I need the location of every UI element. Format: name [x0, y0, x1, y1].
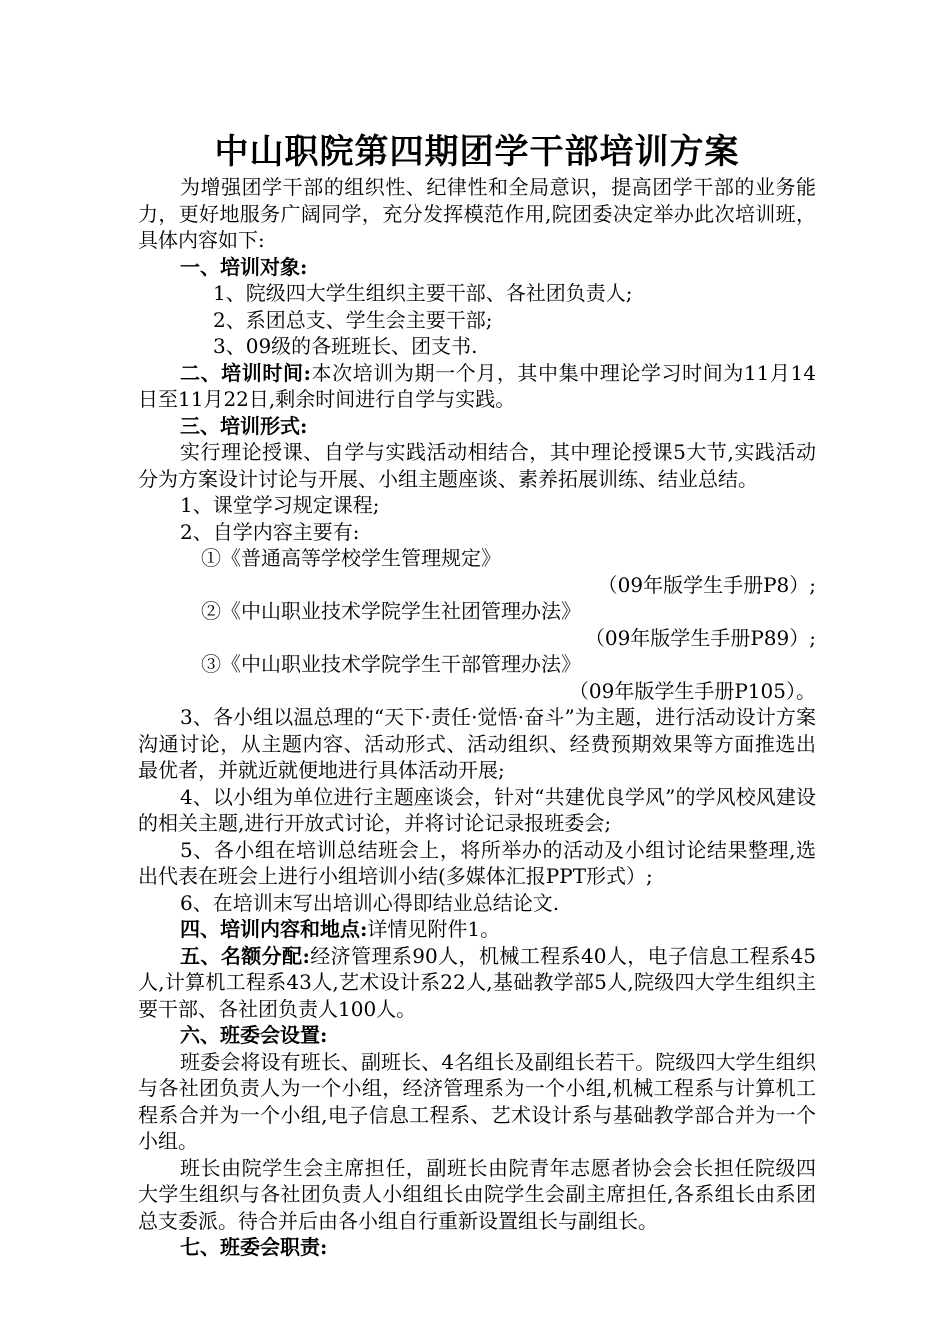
s1-item-3: 3、09级的各班班长、团支书. [213, 334, 478, 358]
section-3-heading: 三、培训形式: [180, 413, 308, 438]
section-5 [138, 943, 816, 1023]
document-title: 中山职院第四期团学干部培训方案 [214, 132, 740, 172]
doc-2-name: ②《中山职业技术学院学生社团管理办法》 [201, 599, 581, 623]
section-6-paragraph-1: 班委会将设有班长、副班长、4名组长及副组长若干。院级四大学生组织与各社团负责人为一个小组，经济管理系为一个小组,机械工程系与计算机工程系合并为一个小组,电子信息工程系、艺术设计系与基础教学部合并为一个小组。 [138, 1049, 816, 1153]
s3-item-3: 3、各小组以温总理的“天下·责任·觉悟·奋斗”为主题，进行活动设计方案沟通讨论，从主题内容、活动形式、活动组织、经费预期效果等方面推选出最优者，并就近就便地进行具体活动开展; [138, 705, 816, 782]
doc-2-ref: （09年版学生手册P89）; [584, 625, 816, 650]
section-7-heading: 七、班委会职责: [180, 1235, 328, 1259]
doc-1-name: ①《普通高等学校学生管理规定》 [201, 546, 501, 570]
s3-item-1: 1、课堂学习规定课程; [180, 493, 380, 517]
section-4 [138, 916, 816, 943]
section-6-heading: 六、班委会设置: [180, 1023, 328, 1047]
s1-item-1: 1、院级四大学生组织主要干部、各社团负责人; [213, 281, 633, 305]
doc-1-ref: （09年版学生手册P8）; [597, 572, 816, 597]
s1-item-2: 2、系团总支、学生会主要干部; [213, 307, 493, 332]
section-5-heading: 五、名额分配: [180, 943, 310, 968]
s3-item-2: 2、自学内容主要有: [180, 519, 360, 544]
section-6-paragraph-2: 班长由院学生会主席担任，副班长由院青年志愿者协会会长担任院级四大学生组织与各社团负责人小组组长由院学生会副主席担任,各系组长由系团总支委派。待合并后由各小组自行重新设置组长与副组长。 [138, 1155, 816, 1233]
section-3-text: 实行理论授课、自学与实践活动相结合，其中理论授课5大节,实践活动分为方案设计讨论与开展、小组主题座谈、素养拓展训练、结业总结。 [138, 440, 816, 491]
document-page [138, 130, 816, 1261]
section-4-heading: 四、培训内容和地点: [180, 917, 368, 941]
section-4-text: 详情见附件1。 [367, 917, 501, 941]
section-1-heading: 一、培训对象: [180, 254, 308, 279]
s3-item-4: 4、以小组为单位进行主题座谈会，针对“共建优良学风”的学风校风建设的相关主题,进行开放式讨论，并将讨论记录报班委会; [138, 784, 816, 835]
s3-item-6: 6、在培训末写出培训心得即结业总结论文. [180, 890, 560, 915]
s3-item-5: 5、各小组在培训总结班会上，将所举办的活动及小组讨论结果整理,选出代表在班会上进行小组培训小结(多媒体汇报PPT形式）; [138, 837, 816, 888]
section-2-text: 本次培训为期一个月，其中集中理论学习时间为11月14日至11月22日,剩余时间进行自学与实践。 [138, 360, 816, 411]
intro-paragraph: 为增强团学干部的组织性、纪律性和全局意识，提高团学干部的业务能力，更好地服务广阔同学，充分发挥模范作用,院团委决定举办此次培训班，具体内容如下: [138, 175, 816, 252]
doc-3-ref: （09年版学生手册P105）。 [568, 678, 816, 703]
section-5-text: 经济管理系90人，机械工程系40人，电子信息工程系45人,计算机工程系43人,艺术设计系22人,基础教学部5人,院级四大学生组织主要干部、各社团负责人100人。 [138, 943, 816, 1021]
section-2 [138, 360, 816, 413]
doc-3-name: ③《中山职业技术学院学生干部管理办法》 [201, 652, 581, 676]
section-2-heading: 二、培训时间: [180, 360, 311, 385]
